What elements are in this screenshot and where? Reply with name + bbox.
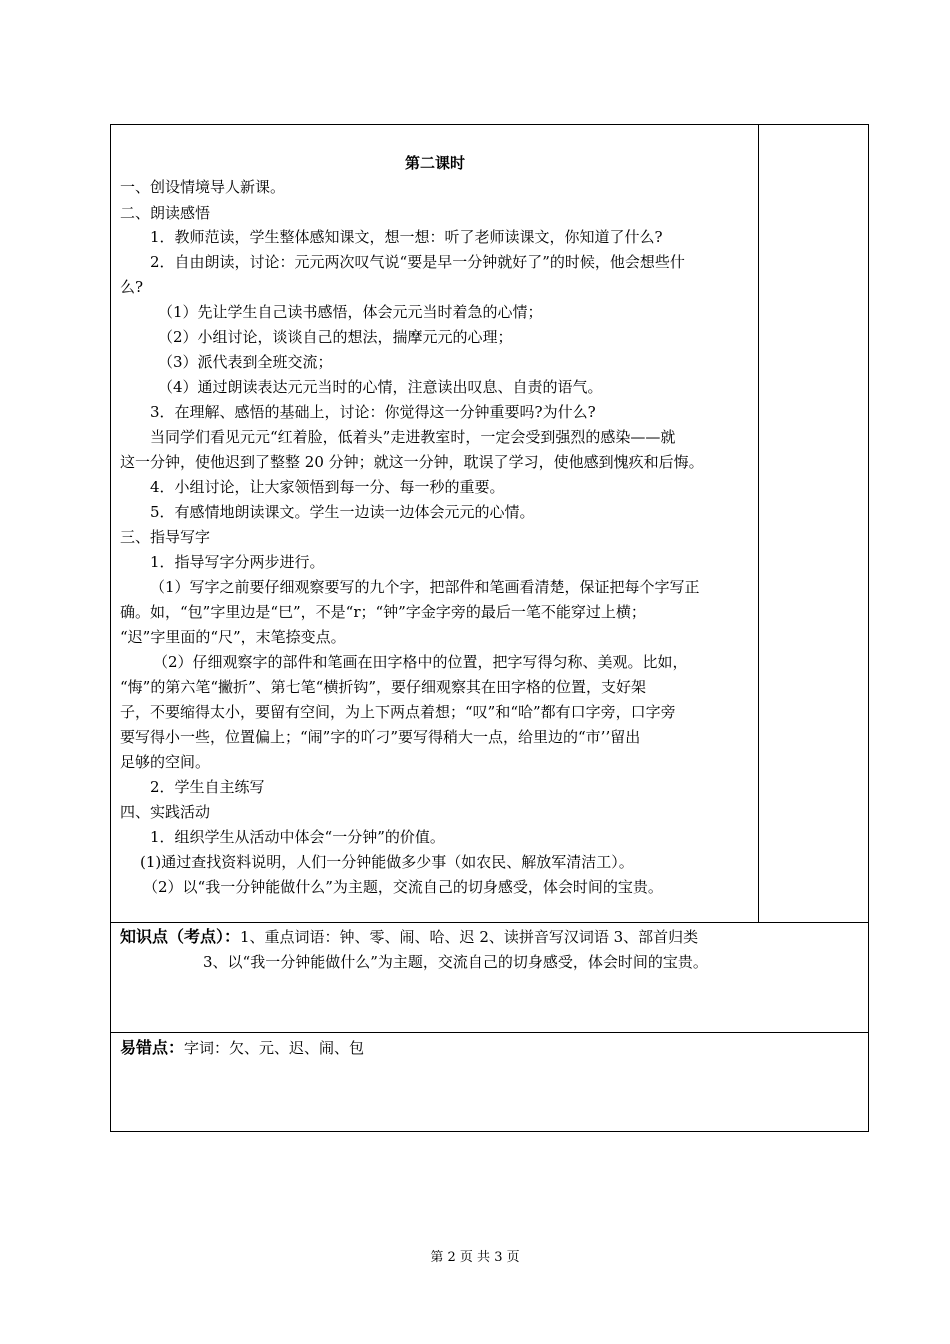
- paragraph-line: 2．自由朗读，讨论：元元两次叹气说“要是早一分钟就好了”的时候，他会想些什: [150, 253, 685, 271]
- paragraph-line: 2．学生自主练写: [150, 778, 265, 796]
- paragraph-line: （2）小组讨论，谈谈自己的想法，揣摩元元的心理；: [158, 328, 513, 346]
- paragraph-line: （4）通过朗读表达元元当时的心情，注意读出叹息、自责的语气。: [158, 378, 603, 396]
- errors-label: 易错点：: [120, 1038, 185, 1057]
- section-heading: 一、创设情境导人新课。: [120, 178, 286, 196]
- paragraph-line: （3）派代表到全班交流；: [158, 353, 333, 371]
- section-heading: 三、指导写字: [120, 528, 211, 546]
- knowledge-text: 1、重点词语：钟、零、闹、哈、迟 2、读拼音写汉词语 3、部首归类: [240, 928, 699, 946]
- knowledge-text-continued: 3、以“我一分钟能做什么”为主题，交流自己的切身感受，体会时间的宝贵。: [203, 953, 708, 971]
- paragraph-line: 么?: [120, 278, 144, 296]
- knowledge-points-cell: [111, 922, 868, 1032]
- paragraph-line: (1)通过查找资料说明，人们一分钟能做多少事（如农民、解放军清洁工）。: [140, 853, 634, 871]
- knowledge-label: 知识点（考点）：: [120, 927, 241, 946]
- paragraph-line: （1）写字之前要仔细观察要写的九个字，把部件和笔画看清楚，保证把每个字写正: [150, 578, 700, 596]
- errors-line: [120, 1038, 364, 1058]
- error-points-cell: [111, 1032, 868, 1132]
- paragraph-line: “迟”字里面的“尺”，末笔捺变点。: [120, 628, 346, 646]
- paragraph-line: 子，不要缩得太小，要留有空间，为上下两点着想；“叹”和“哈”都有口字旁，口字旁: [120, 703, 676, 721]
- lesson-table: [110, 124, 869, 1132]
- paragraph-line: 3．在理解、感悟的基础上，讨论：你觉得这一分钟重要吗?为什么?: [150, 403, 596, 421]
- section-heading: 四、实践活动: [120, 803, 211, 821]
- paragraph-line: 1．指导写字分两步进行。: [150, 553, 325, 571]
- section-heading: 二、朗读感悟: [120, 204, 211, 222]
- lesson-content-cell: [111, 125, 759, 922]
- paragraph-line: 这一分钟，使他迟到了整整 20 分钟；就这一分钟，耽误了学习，使他感到愧疚和后悔。: [120, 453, 704, 471]
- knowledge-line: [120, 927, 698, 947]
- errors-text: 字词：欠、元、迟、闹、包: [184, 1039, 365, 1057]
- paragraph-line: 1．教师范读，学生整体感知课文，想一想：听了老师读课文，你知道了什么?: [150, 228, 663, 246]
- paragraph-line: 要写得小一些，位置偏上；“闹”字的吖刁”要写得稍大一点，给里边的“市’’留出: [120, 728, 641, 746]
- lesson-title: 第二课时: [404, 154, 465, 172]
- paragraph-line: 确。如，“包”字里边是“巳”，不是“r；“钟”字金字旁的最后一笔不能穿过上横；: [120, 603, 646, 621]
- paragraph-line: （1）先让学生自己读书感悟，体会元元当时着急的心情；: [158, 303, 543, 321]
- paragraph-line: “悔”的第六笔“撇折”、第七笔“横折钩”，要仔细观察其在田字格的位置，支好架: [120, 678, 647, 696]
- paragraph-line: （2）仔细观察字的部件和笔画在田字格中的位置，把字写得匀称、美观。比如，: [153, 653, 688, 671]
- paragraph-line: （2）以“我一分钟能做什么”为主题，交流自己的切身感受，体会时间的宝贵。: [143, 878, 663, 896]
- paragraph-line: 当同学们看见元元“红着脸，低着头”走进教室时，一定会受到强烈的感染——就: [150, 428, 676, 446]
- paragraph-line: 1．组织学生从活动中体会“一分钟”的价值。: [150, 828, 445, 846]
- page-number: 第 2 页 共 3 页: [430, 1250, 520, 1265]
- paragraph-line: 5．有感情地朗读课文。学生一边读一边体会元元的心情。: [150, 503, 535, 521]
- paragraph-line: 足够的空间。: [120, 753, 211, 771]
- paragraph-line: 4．小组讨论，让大家领悟到每一分、每一秒的重要。: [150, 478, 505, 496]
